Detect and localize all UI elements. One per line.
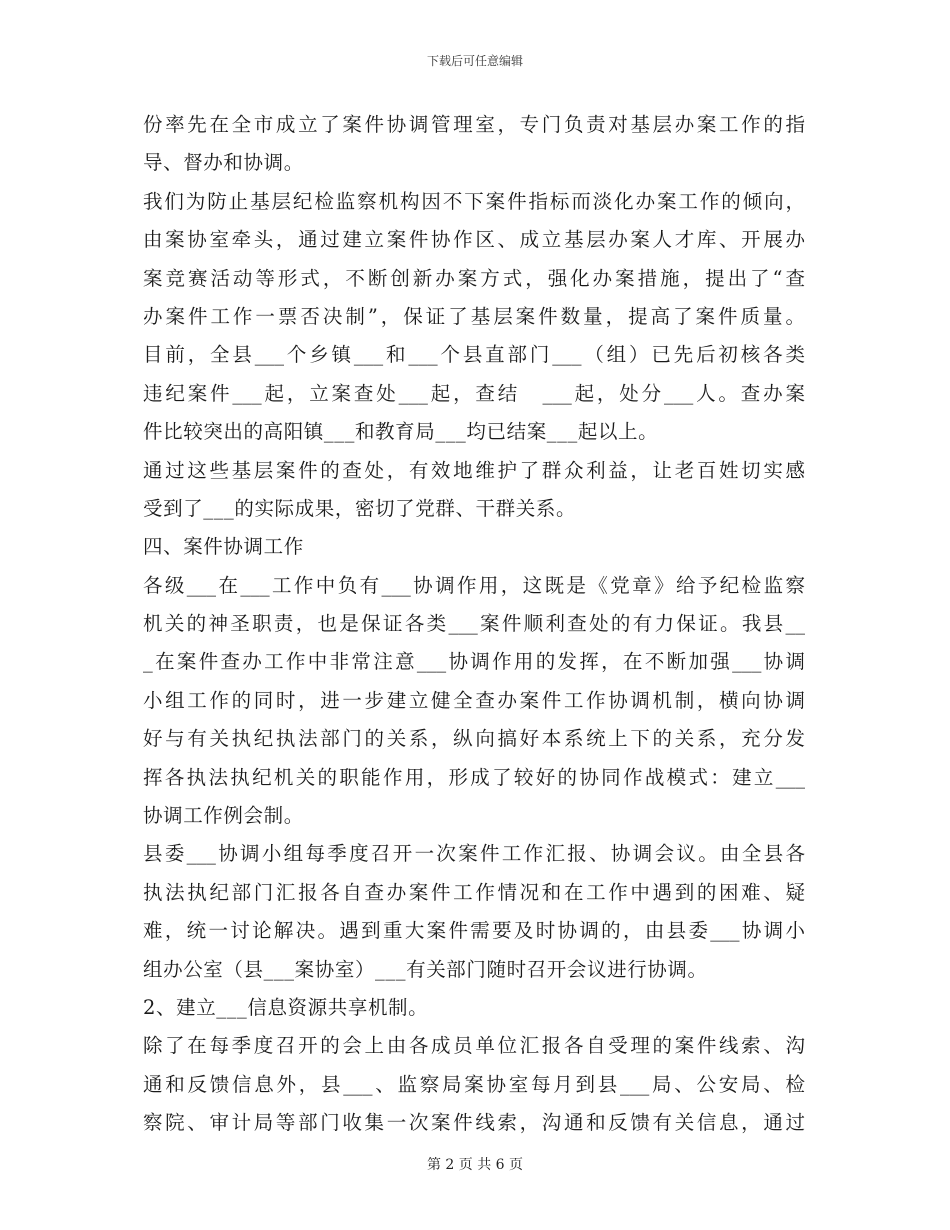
text-line: 目前，全县___个乡镇___和___个县直部门___（组）已先后初核各类: [143, 343, 805, 367]
text-line: 受到了___的实际成果，密切了党群、干群关系。: [143, 496, 577, 520]
text-line: 组办公室（县___案协室）___有关部门随时召开会议进行协调。: [143, 957, 708, 981]
text-line: 县委___协调小组每季度召开一次案件工作汇报、协调会议。由全县各: [143, 842, 805, 866]
text-line: 份率先在全市成立了案件协调管理室，专门负责对基层办案工作的指: [143, 113, 805, 136]
text-line: 好与有关执纪执法部门的关系，纵向搞好本系统上下的关系，充分发: [143, 727, 805, 751]
text-line: 违纪案件___起，立案查处___起，查结 ___起，处分___人。查办案: [143, 381, 805, 405]
text-line: 执法执纪部门汇报各自查办案件工作情况和在工作中遇到的困难、疑: [143, 880, 805, 904]
text-line: 机关的神圣职责，也是保证各类___案件顺利查处的有力保证。我县__: [143, 612, 805, 636]
text-line: 2、建立___信息资源共享机制。: [143, 995, 429, 1019]
text-line: 难，统一讨论解决。遇到重大案件需要及时协调的，由县委___协调小: [143, 919, 805, 943]
text-line: 小组工作的同时，进一步建立健全查办案件工作协调机制，横向协调: [143, 688, 805, 712]
text-line: 我们为防止基层纪检监察机构因不下案件指标而淡化办案工作的倾向，: [143, 189, 805, 213]
document-body: [143, 106, 805, 1143]
text-line: 办案件工作一票否决制”，保证了基层案件数量，提高了案件质量。: [143, 304, 805, 328]
text-line: 四、案件协调工作: [143, 535, 304, 559]
text-line: 件比较突出的高阳镇___和教育局___均已结案___起以上。: [143, 420, 659, 444]
text-line: 通过这些基层案件的查处，有效地维护了群众利益，让老百姓切实感: [143, 458, 805, 482]
text-line: 察院、审计局等部门收集一次案件线索，沟通和反馈有关信息，通过: [143, 1111, 805, 1135]
page-number: 第 2 页 共 6 页: [426, 1157, 524, 1173]
text-line: 除了在每季度召开的会上由各成员单位汇报各自受理的案件线索、沟: [143, 1034, 805, 1058]
text-line: 由案协室牵头，通过建立案件协作区、成立基层办案人才库、开展办: [143, 228, 805, 252]
text-line: 通和反馈信息外，县___、监察局案协室每月到县___局、公安局、检: [143, 1072, 805, 1096]
text-line: 协调工作例会制。: [143, 804, 304, 828]
text-line: 各级___在___工作中负有___协调作用，这既是《党章》给予纪检监察: [143, 573, 805, 597]
text-line: 导、督办和协调。: [143, 151, 304, 175]
text-line: _在案件查办工作中非常注意___协调作用的发挥，在不断加强___协调: [143, 650, 805, 674]
page-header-note: 下载后可任意编辑: [426, 54, 523, 68]
text-line: 案竞赛活动等形式，不断创新办案方式，强化办案措施，提出了“查: [143, 266, 805, 290]
text-line: 挥各执法执纪机关的职能作用，形成了较好的协同作战模式：建立___: [143, 765, 805, 789]
